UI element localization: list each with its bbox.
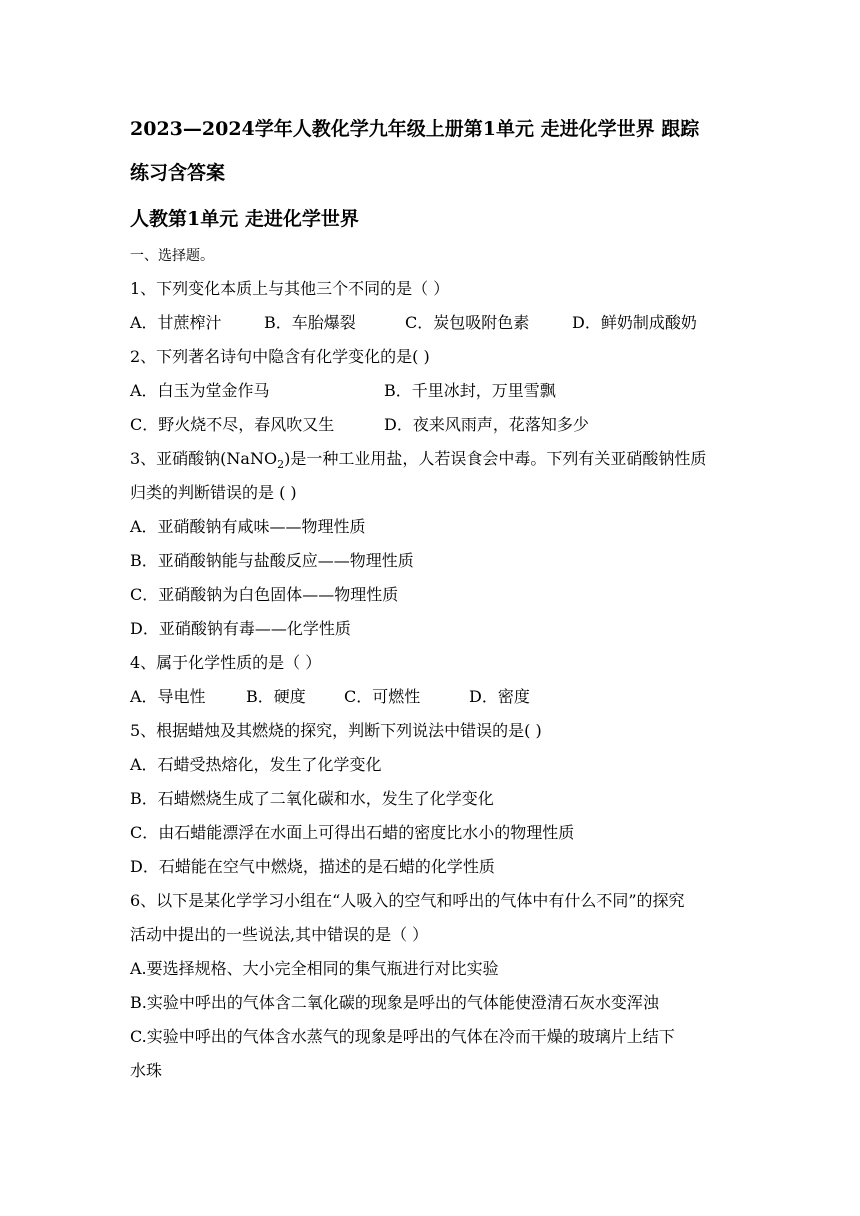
question-5-option-a: A．石蜡受热熔化，发生了化学变化 xyxy=(130,755,382,774)
question-1-stem: 1、下列变化本质上与其他三个不同的是（ ） xyxy=(130,279,450,298)
question-4-option-b: B．硬度 xyxy=(246,687,306,706)
question-3-stem-line-1 xyxy=(130,448,706,476)
question-6-option-b: B.实验中呼出的气体含二氧化碳的现象是呼出的气体能使澄清石灰水变浑浊 xyxy=(130,993,659,1012)
question-6-stem-line-1: 6、以下是某化学学习小组在“人吸入的空气和呼出的气体中有什么不同”的探究 xyxy=(130,891,685,910)
question-3-subscript: 2 xyxy=(277,458,285,472)
question-1-option-c: C．炭包吸附色素 xyxy=(405,313,530,332)
question-2-option-c: C．野火烧不尽，春风吹又生 xyxy=(130,415,335,434)
question-4-option-d: D．密度 xyxy=(469,687,530,706)
question-6-option-c-continued: 水珠 xyxy=(130,1061,163,1080)
question-1-option-b: B．车胎爆裂 xyxy=(264,313,356,332)
question-5-option-b: B．石蜡燃烧生成了二氧化碳和水，发生了化学变化 xyxy=(130,789,494,808)
question-3-stem-line-2: 归类的判断错误的是 ( ) xyxy=(130,483,297,502)
question-4-stem: 4、属于化学性质的是（ ） xyxy=(130,653,322,672)
section-heading: 一、选择题。 xyxy=(130,248,214,264)
question-2-option-a: A．白玉为堂金作马 xyxy=(130,381,270,400)
document-title-line-2: 练习含答案 xyxy=(130,162,226,184)
question-6-option-a: A.要选择规格、大小完全相同的集气瓶进行对比实验 xyxy=(130,959,499,978)
question-1-option-a: A．甘蔗榨汁 xyxy=(130,313,222,332)
question-3-option-c: C．亚硝酸钠为白色固体——物理性质 xyxy=(130,585,399,604)
question-3-option-a: A．亚硝酸钠有咸味——物理性质 xyxy=(130,517,366,536)
question-5-option-c: C．由石蜡能漂浮在水面上可得出石蜡的密度比水小的物理性质 xyxy=(130,823,575,842)
document-title-line-1: 2023—2024学年人教化学九年级上册第1单元 走进化学世界 跟踪 xyxy=(130,118,700,140)
question-3-stem-part-2: )是一种工业用盐，人若误食会中毒。下列有关亚硝酸钠性质 xyxy=(284,449,707,468)
question-3-option-d: D．亚硝酸钠有毒——化学性质 xyxy=(130,619,351,638)
question-2-option-b: B．千里冰封，万里雪飘 xyxy=(384,381,556,400)
question-2-option-d: D．夜来风雨声，花落知多少 xyxy=(384,415,589,434)
question-6-stem-line-2: 活动中提出的一些说法,其中错误的是（ ） xyxy=(130,925,429,944)
question-5-option-d: D．石蜡能在空气中燃烧，描述的是石蜡的化学性质 xyxy=(130,857,495,876)
question-4-option-a: A．导电性 xyxy=(130,687,206,706)
question-5-stem: 5、根据蜡烛及其燃烧的探究，判断下列说法中错误的是( ) xyxy=(130,721,542,740)
question-3-stem-part-1: 3、亚硝酸钠(NaNO xyxy=(130,449,278,468)
question-4-option-c: C．可燃性 xyxy=(344,687,421,706)
question-1-option-d: D．鲜奶制成酸奶 xyxy=(572,313,697,332)
question-6-option-c: C.实验中呼出的气体含水蒸气的现象是呼出的气体在冷而干燥的玻璃片上结下 xyxy=(130,1027,675,1046)
question-2-stem: 2、下列著名诗句中隐含有化学变化的是( ) xyxy=(130,347,430,366)
question-3-option-b: B．亚硝酸钠能与盐酸反应——物理性质 xyxy=(130,551,414,570)
unit-subtitle: 人教第1单元 走进化学世界 xyxy=(130,208,359,230)
